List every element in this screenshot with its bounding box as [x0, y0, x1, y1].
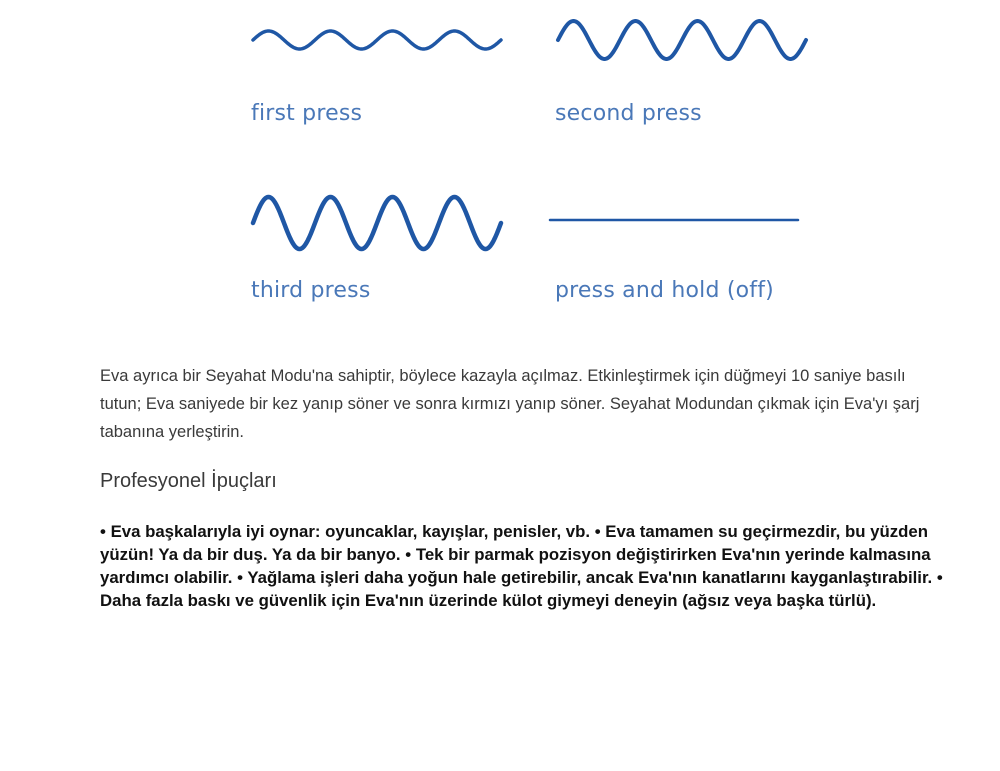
label-first-press: first press: [251, 101, 363, 126]
tip-item: Eva başkalarıyla iyi oynar: oyuncaklar, kayışlar, penisler, vb.: [110, 522, 591, 541]
bullet-icon: •: [100, 522, 106, 541]
travel-mode-paragraph: Eva ayrıca bir Seyahat Modu'na sahiptir, böylece kazayla açılmaz. Etkinleştirmek için düğmeyi 10 saniye basılı tutun; Eva saniyede bir kez yanıp söner ve sonra kırmızı yanıp söner. Seyahat Modundan çıkmak için Eva'yı şarj tabanına yerleştirin.: [100, 367, 920, 441]
wave-first-press-icon: [250, 20, 510, 60]
pro-tips-list: [100, 520, 960, 612]
flat-line-off-icon: [548, 212, 803, 228]
label-second-press: second press: [555, 101, 702, 126]
bullet-icon: •: [405, 545, 412, 564]
bullet-icon: •: [237, 568, 244, 587]
tip-item: Tek bir parmak pozisyon değiştirirken Eva'nın yerinde kalmasına yardımcı olabilir.: [100, 545, 931, 587]
bullet-icon: •: [936, 568, 943, 587]
tip-item: Daha fazla baskı ve güvenlik için Eva'nın üzerinde külot giymeyi deneyin (ağsız veya başka türlü).: [100, 591, 877, 610]
bullet-icon: •: [594, 522, 601, 541]
label-third-press: third press: [251, 278, 371, 303]
pro-tips-heading: Profesyonel İpuçları: [100, 470, 277, 492]
wave-second-press-icon: [555, 10, 815, 70]
tip-item: Eva tamamen su geçirmezdir, bu yüzden yüzün! Ya da bir duş. Ya da bir banyo.: [100, 522, 928, 564]
tip-item: Yağlama işleri daha yoğun hale getirebilir, ancak Eva'nın kanatlarını kayganlaştırabilir.: [247, 568, 933, 587]
label-press-and-hold-off: press and hold (off): [555, 278, 774, 303]
wave-third-press-icon: [250, 188, 510, 258]
